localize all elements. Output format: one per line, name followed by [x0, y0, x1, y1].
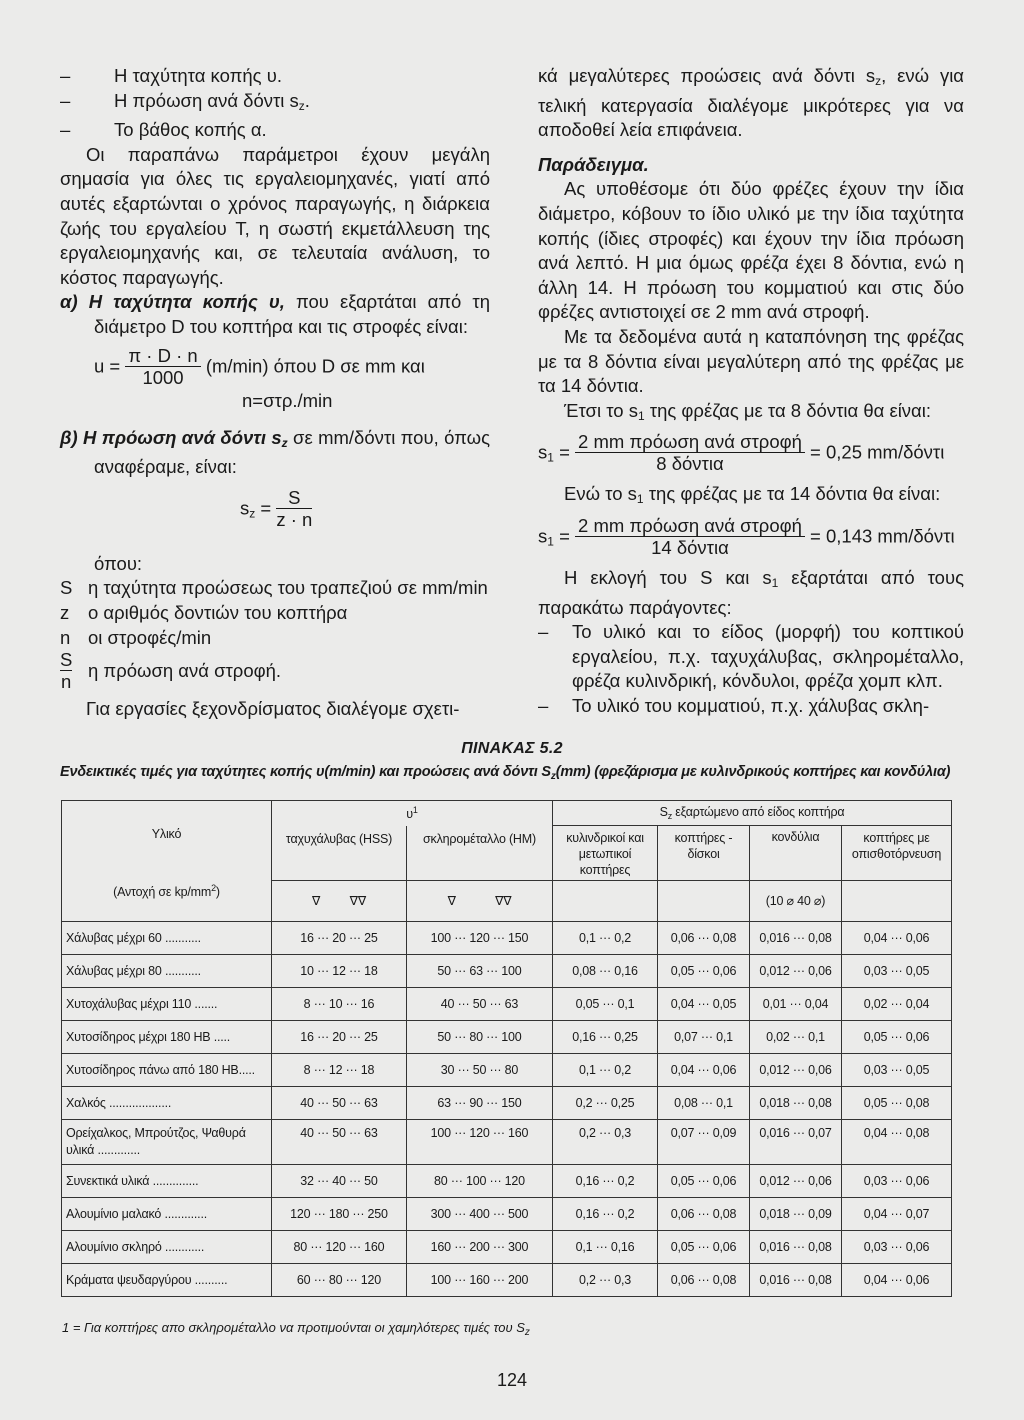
paragraph-parameters: Οι παραπάνω παράμετροι έχουν μεγάλη σημασία για όλες τις εργαλειομηχανές, γιατί από αυτές εξαρτώνται ο χρόνος παραγωγής, η διάρκεια ζωής του εργαλείου Τ, η σωστή εκμετάλλευση της εργαλειομηχανής και, σε τελευταία ανάλυση, το κόστος παραγωγής.: [60, 143, 490, 288]
speed-formula: u = $\frac{\pi \cdot D \cdot n}{1000}$ (m/min) όπου D σε mm και n=στρ./min: [94, 344, 425, 411]
feed-fraction: $\frac{S}{z \cdot n}$: [276, 486, 313, 530]
where-label: όπου:: [94, 552, 143, 574]
table-row: Κράματα ψευδαργύρου .......... 60 ··· 80 ··· 120 100 ··· 160 ··· 200 0,2 ··· 0,3 0,06 ··· 0,08 0,016 ··· 0,08 0,04 ··· 0,06: [62, 1263, 952, 1296]
header-end-mills: κονδύλια: [750, 826, 842, 881]
continuation-paragraph: κά μεγαλύτερες προώσεις ανά δόντι $s_z$, ενώ για τελική κατεργασία διαλέγομε μικρότερες για να αποδοθεί λεία επιφάνεια.: [538, 65, 965, 141]
example-equation-8: $s_1$ = 2 mm πρόωση ανά στροφή 8 δόντια = 0,25 mm/δόντι: [538, 431, 945, 475]
table-row: Χυτοχάλυβας μέχρι 110 ....... 8 ··· 10 ··· 16 40 ··· 50 ··· 63 0,05 ··· 0,1 0,04 ··· 0,05 0,01 ··· 0,04 0,02 ··· 0,04: [62, 987, 952, 1020]
example-paragraph-5: Η εκλογή του S και $s_1$ εξαρτάται από τους παρακάτω παράγοντες:: [538, 566, 964, 618]
def-s: S η ταχύτητα προώσεως του τραπεζιού σε mm/min: [60, 577, 488, 599]
table-title: Ενδεικτικές τιμές για ταχύτητες κοπής υ(m/min) και προώσεις ανά δόντι $S_z(mm)$ (φρεζάρισμα με κυλινδρικούς κοπτήρες και κονδύλια): [60, 764, 951, 782]
bullet-feed: – Η πρόωση ανά δόντι $s_z$.: [60, 89, 310, 113]
feed-formula: $s_z$ = $\frac{S}{z \cdot n}$: [240, 486, 313, 530]
table-row: Ορείχαλκος, Μπρούτζος, Ψαθυρά υλικά ............. 40 ··· 50 ··· 63 100 ··· 120 ··· 160 0,2 ··· 0,3 0,07 ··· 0,09 0,016 ··· 0,07 0,04 ··· 0,08: [62, 1119, 952, 1164]
table-row: Συνεκτικά υλικά .............. 32 ··· 40 ··· 50 80 ··· 100 ··· 120 0,16 ··· 0,2 0,05 ··· 0,06 0,012 ··· 0,06 0,03 ··· 0,06: [62, 1164, 952, 1197]
definitions: [60, 576, 490, 693]
table-row: Χάλυβας μέχρι 80 ........... 10 ··· 12 ··· 18 50 ··· 63 ··· 100 0,08 ··· 0,16 0,05 ··· 0,06 0,012 ··· 0,06 0,03 ··· 0,05: [62, 954, 952, 987]
bullet-depth: – Το βάθος κοπής α.: [60, 119, 267, 141]
factor-workpiece: – Το υλικό του κομματιού, π.χ. χάλυβας σκλη-: [538, 694, 930, 716]
header-disc: κοπτήρες - δίσκοι: [658, 826, 750, 881]
table-caption: ΠΙΝΑΚΑΣ 5.2: [461, 740, 563, 757]
beta-section: β) Η πρόωση ανά δόντι $s_z$ σε mm/δόντι που, όπως αναφέραμε, είναι:: [60, 426, 490, 478]
roughing-paragraph: Για εργασίες ξεχονδρίσματος διαλέγομε σχετι-: [86, 698, 460, 720]
table-row: Χυτοσίδηρος πάνω από 180 HB..... 8 ··· 12 ··· 18 30 ··· 50 ··· 80 0,1 ··· 0,2 0,04 ··· 0,06 0,012 ··· 0,06 0,03 ··· 0,05: [62, 1053, 952, 1086]
cutting-values-table: [61, 800, 952, 1297]
def-s-over-n: $\frac{S}{n}$ η πρόωση ανά στροφή.: [60, 649, 282, 693]
header-hm: σκληρομέταλλο (HM): [407, 826, 553, 881]
table-header-row-1: [62, 801, 952, 826]
right-column: [538, 64, 964, 718]
header-cylindrical: κυλινδρικοί και μετωπικοί κοπτήρες: [553, 826, 658, 881]
table-row: Αλουμίνιο σκληρό ............ 80 ··· 120 ··· 160 160 ··· 200 ··· 300 0,1 ··· 0,16 0,05 ··· 0,06 0,016 ··· 0,08 0,03 ··· 0,06: [62, 1230, 952, 1263]
header-speed: $\upsilon^1$: [272, 801, 553, 826]
table-row: Αλουμίνιο μαλακό ............. 120 ··· 180 ··· 250 300 ··· 400 ··· 500 0,16 ··· 0,2 0,06 ··· 0,08 0,018 ··· 0,09 0,04 ··· 0,07: [62, 1197, 952, 1230]
header-hss-quality: ∇ ∇∇: [272, 880, 407, 921]
def-z: z ο αριθμός δοντιών του κοπτήρα: [60, 601, 348, 623]
example-paragraph-4: Ενώ το $s_1$ της φρέζας με τα 14 δόντια θα είναι:: [564, 483, 941, 507]
example-heading: Παράδειγμα.: [538, 153, 649, 175]
table-row: Χυτοσίδηρος μέχρι 180 HB ..... 16 ··· 20 ··· 25 50 ··· 80 ··· 100 0,16 ··· 0,25 0,07 ··· 0,1 0,02 ··· 0,1 0,05 ··· 0,06: [62, 1020, 952, 1053]
table-footnote: 1 = Για κοπτήρες απο σκληρομέταλλο να προτιμούνται οι χαμηλότερες τιμές του $S_z$: [62, 1320, 530, 1338]
header-end-mill-range: (10 ⌀ 40 ⌀): [750, 880, 842, 921]
page-number: 124: [496, 1370, 528, 1390]
header-hm-quality: ∇ ∇∇: [407, 880, 553, 921]
example-paragraph-1: Ας υποθέσομε ότι δύο φρέζες έχουν την ίδια διάμετρο, κόβουν το ίδιο υλικό με την ίδια ταχύτητα κοπής (ίδιες στροφές) και έχουν την ίδια πρόωση ανά λεπτό. Η μια όμως φρέζα έχει 8 δόντια, ενώ η άλλη 14. Η πρόωση του κομματιού και στις δύο φρέζες αντιστοιχεί σε 2 mm ανά στροφή.: [538, 178, 964, 323]
alpha-section: α) Η ταχύτητα κοπής υ, που εξαρτάται από τη διάμετρο D του κοπτήρα και τις στροφές είναι:: [60, 291, 490, 337]
def-n: n οι στροφές/min: [60, 626, 212, 648]
example-paragraph-3: Έτσι το $s_1$ της φρέζας με τα 8 δόντια θα είναι:: [564, 399, 931, 423]
example-paragraph-2: Με τα δεδομένα αυτά η καταπόνηση της φρέζας με τα 8 δόντια είναι μεγαλύτερη από της φρέζας με τα 14 δόντια.: [538, 325, 964, 397]
left-column: [60, 64, 490, 722]
header-material: Υλικό (Αντοχή σε $kp/mm^2$): [62, 801, 272, 922]
table-row: Χαλκός ................... 40 ··· 50 ··· 63 63 ··· 90 ··· 150 0,2 ··· 0,25 0,08 ··· 0,1 0,018 ··· 0,08 0,05 ··· 0,08: [62, 1086, 952, 1119]
header-form-cutters: κοπτήρες με οπισθοτόρνευση: [842, 826, 952, 881]
table-row: Χάλυβας μέχρι 60 ........... 16 ··· 20 ··· 25 100 ··· 120 ··· 150 0,1 ··· 0,2 0,06 ··· 0,08 0,016 ··· 0,08 0,04 ··· 0,06: [62, 921, 952, 954]
example-equation-14: $s_1$ = 2 mm πρόωση ανά στροφή 14 δόντια = 0,143 mm/δόντι: [538, 514, 955, 558]
header-feed: $S_z$ εξαρτώμενο από είδος κοπτήρα: [553, 801, 952, 826]
header-hss: ταχυχάλυβας (HSS): [272, 826, 407, 881]
speed-fraction: $\frac{\pi \cdot D \cdot n}{1000}$: [125, 346, 200, 389]
bullet-speed: – Η ταχύτητα κοπής υ.: [60, 65, 282, 86]
factor-tool: – Το υλικό και το είδος (μορφή) του κοπτικού εργαλείου, π.χ. ταχυχάλυβας, σκληρομέταλλο, φρέζα κυλινδρική, κόνδυλοι, φρέζα χομπ κλπ.: [538, 621, 964, 692]
